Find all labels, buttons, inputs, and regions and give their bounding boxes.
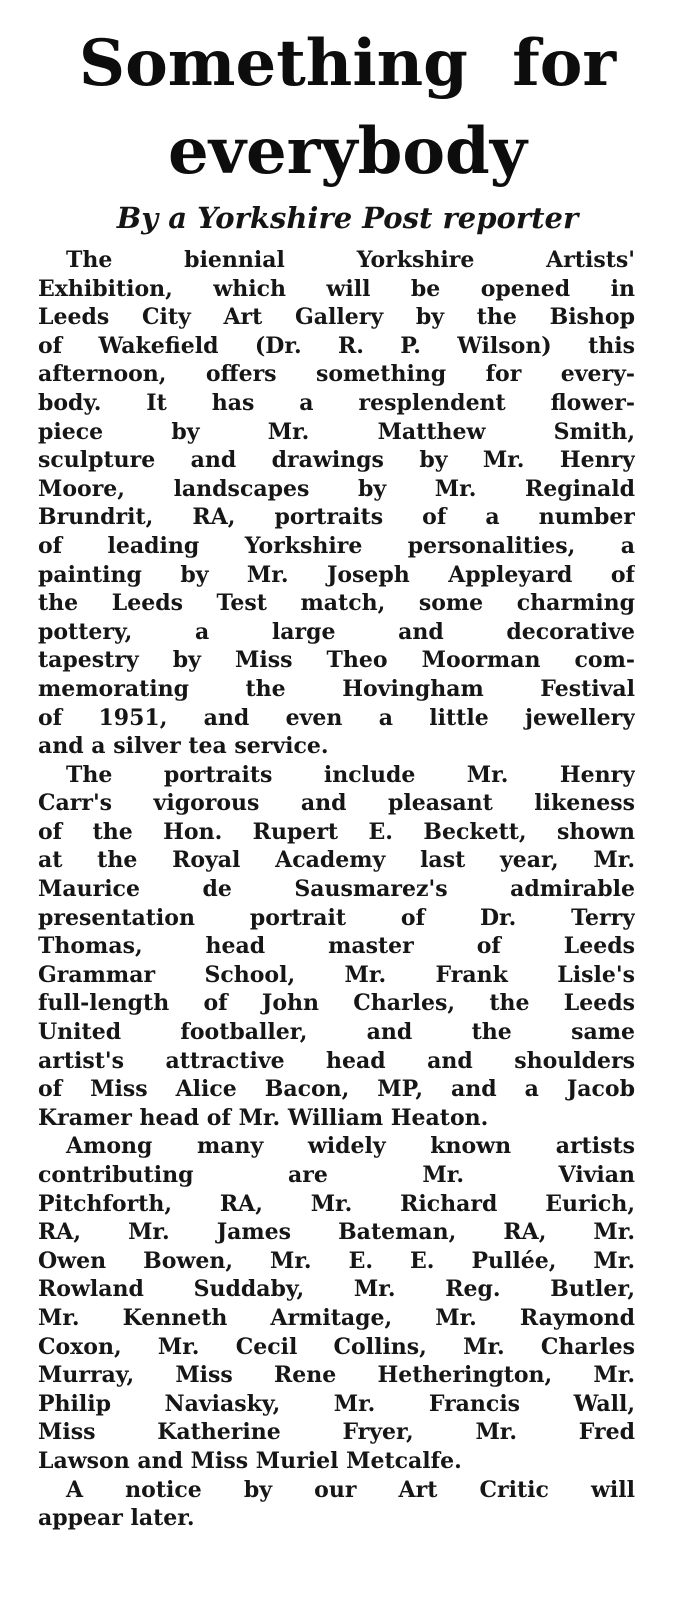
article-line: Rowland Suddaby, Mr. Reg. Butler, xyxy=(38,1276,635,1303)
article-line: the Leeds Test match, some charming xyxy=(38,590,635,617)
article-line: Murray, Miss Rene Hetherington, Mr. xyxy=(38,1362,635,1389)
article-line: RA, Mr. James Bateman, RA, Mr. xyxy=(38,1219,635,1246)
article-line: full-length of John Charles, the Leeds xyxy=(38,990,635,1017)
article-line: painting by Mr. Joseph Appleyard of xyxy=(38,561,635,588)
article-line: Philip Naviasky, Mr. Francis Wall, xyxy=(38,1390,635,1417)
article-paragraph xyxy=(38,1132,635,1475)
article-line: Leeds City Art Gallery by the Bishop xyxy=(38,304,635,331)
article-line: of Wakefield (Dr. R. P. Wilson) this xyxy=(38,332,635,359)
article-line: Maurice de Sausmarez's admirable xyxy=(38,876,635,903)
headline-line-2: everybody xyxy=(168,114,527,189)
article-line: Owen Bowen, Mr. E. E. Pullée, Mr. xyxy=(38,1247,635,1274)
article-line: Brundrit, RA, portraits of a number xyxy=(38,504,635,531)
article-paragraph xyxy=(38,246,635,761)
article-line: Grammar School, Mr. Frank Lisle's xyxy=(38,961,635,988)
article-line: appear later. xyxy=(38,1505,195,1532)
article-line: tapestry by Miss Theo Moorman com- xyxy=(38,647,635,674)
byline: By a Yorkshire Post reporter xyxy=(116,201,579,235)
article-line: presentation portrait of Dr. Terry xyxy=(38,904,635,931)
article-line: Lawson and Miss Muriel Metcalfe. xyxy=(38,1447,462,1474)
article-line: A notice by our Art Critic will xyxy=(66,1476,635,1503)
article-body xyxy=(38,246,635,1533)
article-line: and a silver tea service. xyxy=(38,733,329,760)
article-line: Mr. Kenneth Armitage, Mr. Raymond xyxy=(38,1304,635,1331)
article-line: Miss Katherine Fryer, Mr. Fred xyxy=(38,1419,635,1446)
article-line: Pitchforth, RA, Mr. Richard Eurich, xyxy=(38,1190,635,1217)
article-line: The portraits include Mr. Henry xyxy=(66,761,635,788)
article-line: of the Hon. Rupert E. Beckett, shown xyxy=(38,818,635,845)
article-line: Among many widely known artists xyxy=(66,1133,635,1160)
article-line: The biennial Yorkshire Artists' xyxy=(66,247,635,273)
article-line: afternoon, offers something for every- xyxy=(38,361,635,388)
article-line: at the Royal Academy last year, Mr. xyxy=(38,847,635,874)
headline-line-1: Something for xyxy=(78,26,617,101)
article-paragraph xyxy=(38,761,635,1133)
article-line: Coxon, Mr. Cecil Collins, Mr. Charles xyxy=(38,1333,635,1360)
article-line: Exhibition, which will be opened in xyxy=(38,275,635,302)
article-line: piece by Mr. Matthew Smith, xyxy=(38,418,635,445)
article-line: Kramer head of Mr. William Heaton. xyxy=(38,1104,489,1131)
article-line: pottery, a large and decorative xyxy=(38,618,635,645)
article-line: of leading Yorkshire personalities, a xyxy=(38,532,635,559)
article-line: body. It has a resplendent flower- xyxy=(38,389,635,416)
article-line: of 1951, and even a little jewellery xyxy=(38,704,635,731)
article-paragraph xyxy=(38,1476,635,1533)
article-line: sculpture and drawings by Mr. Henry xyxy=(38,447,635,474)
article-line: United footballer, and the same xyxy=(38,1019,635,1046)
article-line: of Miss Alice Bacon, MP, and a Jacob xyxy=(38,1076,635,1103)
article-line: Moore, landscapes by Mr. Reginald xyxy=(38,475,635,502)
article-line: memorating the Hovingham Festival xyxy=(38,675,635,702)
article-line: Thomas, head master of Leeds xyxy=(38,933,635,960)
article-line: contributing are Mr. Vivian xyxy=(38,1162,635,1188)
article-line: Carr's vigorous and pleasant likeness xyxy=(38,790,635,817)
article-line: artist's attractive head and shoulders xyxy=(38,1047,635,1074)
